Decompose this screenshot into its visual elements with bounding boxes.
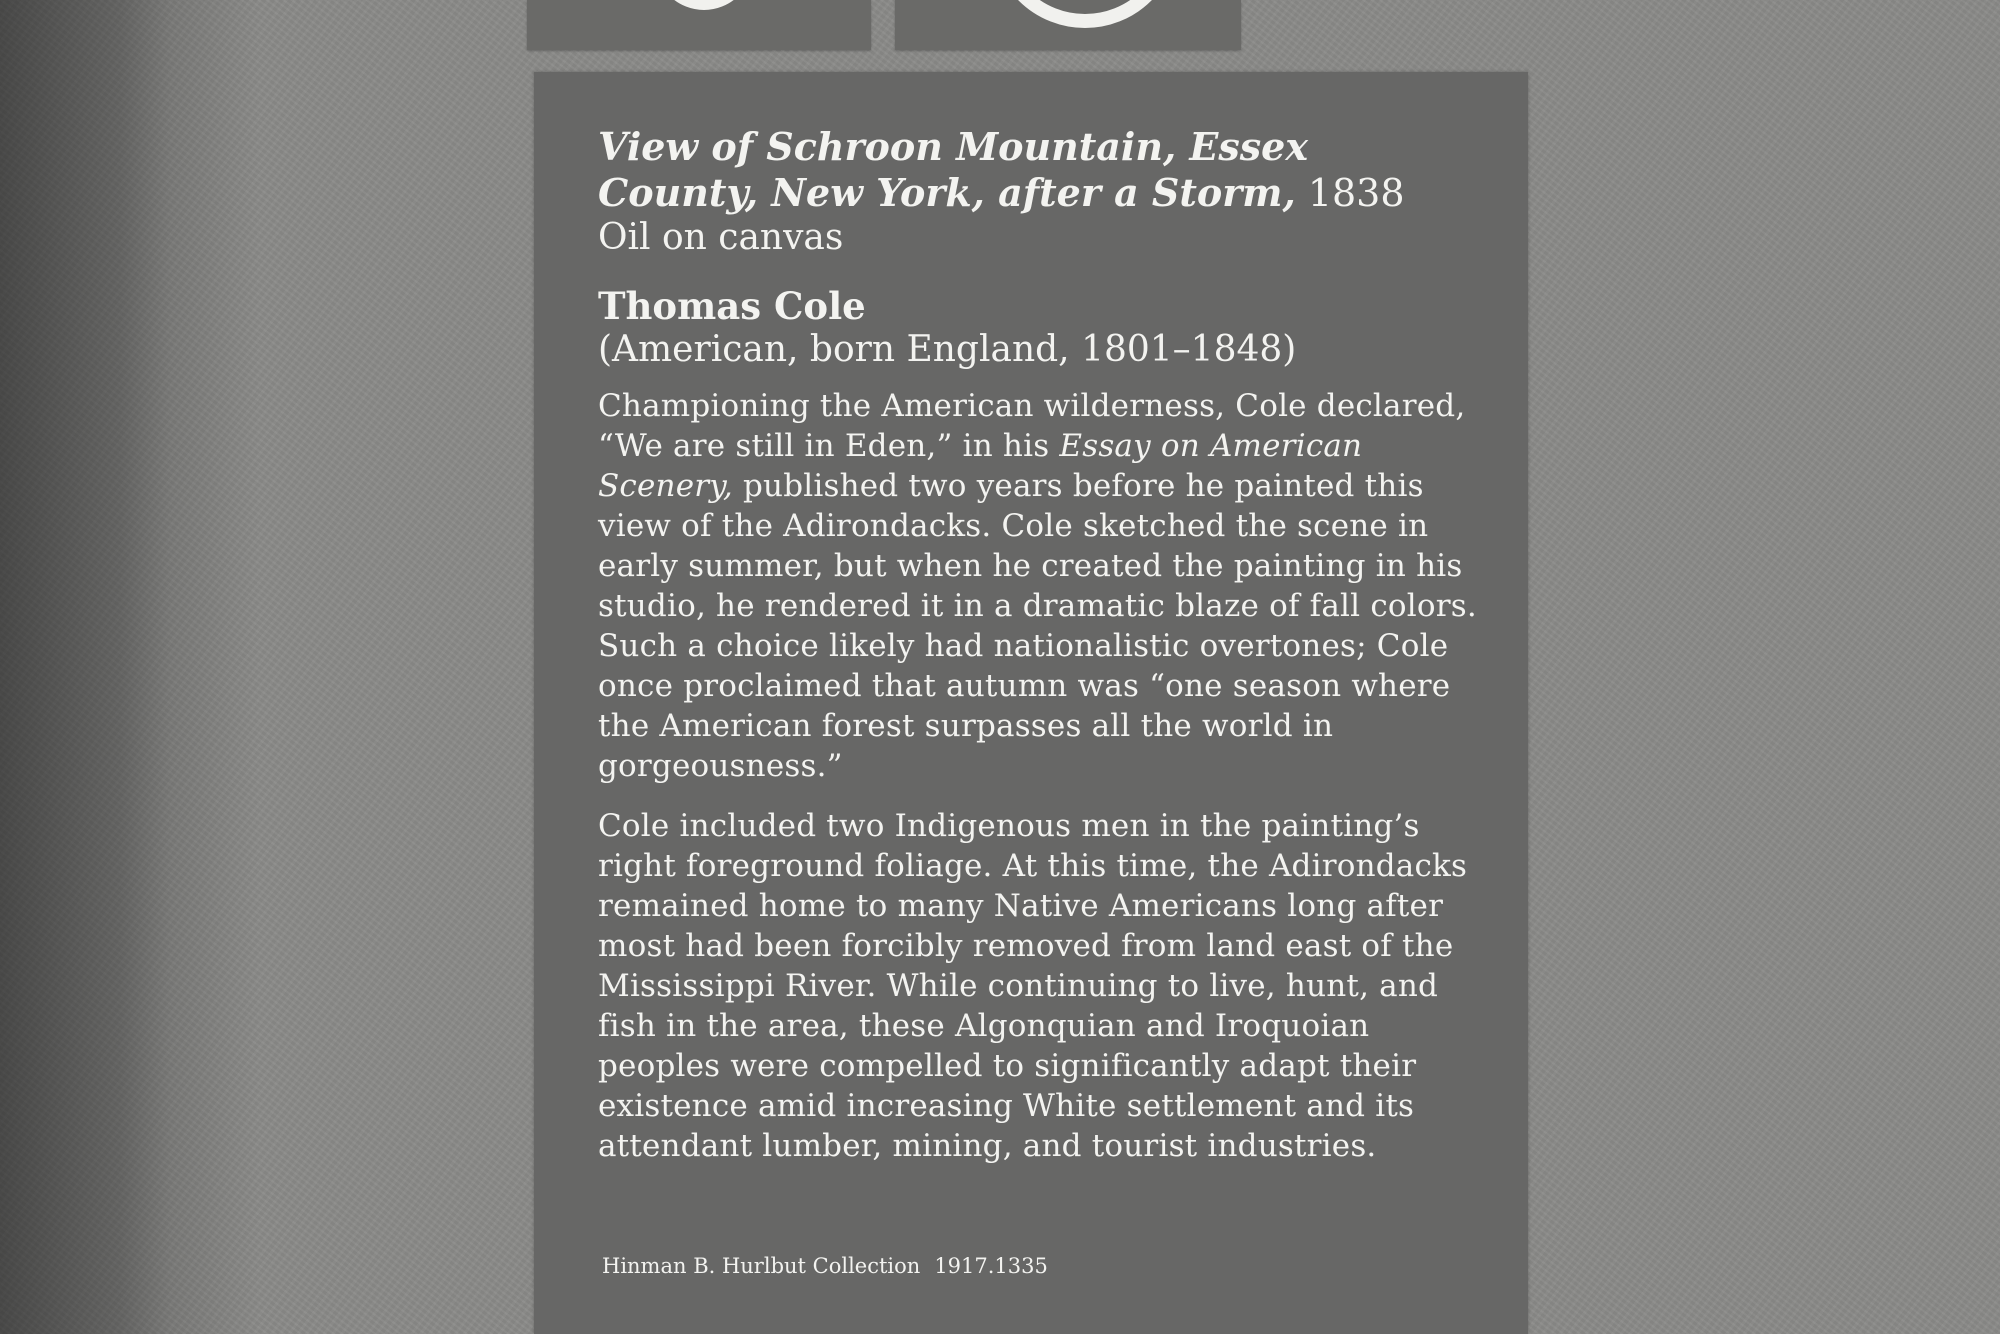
- museum-wall-label: [534, 72, 1528, 1334]
- essay-title: Essay on American Scenery,: [598, 428, 1363, 504]
- label-content: [598, 124, 1478, 1166]
- collection-name: Hinman B. Hurlbut Collection: [602, 1254, 921, 1278]
- artwork-medium: Oil on canvas: [598, 217, 844, 258]
- top-left-label-fragment: [527, 0, 871, 50]
- artwork-title-italic: View of Schroon Mountain, Essex County, New York, after a Storm,: [598, 124, 1309, 215]
- artwork-title: [598, 124, 1478, 216]
- description-paragraph-1: [598, 386, 1478, 786]
- artist-life-dates: (American, born England, 1801–1848): [598, 329, 1297, 370]
- artist-name: Thomas Cole: [598, 284, 866, 328]
- description-paragraph-2: Cole included two Indigenous men in the painting’s right foreground foliage. At this time, the Adirondacks remained home to many Native Americans long after most had been forcibly removed from land east of the Mississippi River. While continuing to live, hunt, and fish in the area, these Algonquian and Iroquoian peoples were compelled to significantly adapt their existence amid increasing White settlement and its attendant lumber, mining, and tourist industries.: [598, 808, 1468, 1164]
- top-right-label-fragment: [895, 0, 1241, 50]
- artwork-year: 1838: [1295, 171, 1405, 215]
- accession-number: 1917.1335: [934, 1254, 1048, 1278]
- credit-line: [602, 1254, 1048, 1278]
- partial-circle-glyph: [991, 0, 1179, 28]
- paragraph-1-end: published two years before he painted this view of the Adirondacks. Cole sketched the scene in early summer, but when he created the painting in his studio, he rendered it in a dramatic blaze of fall colors. Such a choice likely had nationalistic overtones; Cole once proclaimed that autumn was “one season where the American forest surpasses all the world in gorgeousness.”: [598, 468, 1477, 784]
- partial-letter-glyph: [655, 0, 753, 10]
- paragraph-1-start: Championing the American wilderness, Cole declared, “We are still in Eden,” in his: [598, 388, 1466, 464]
